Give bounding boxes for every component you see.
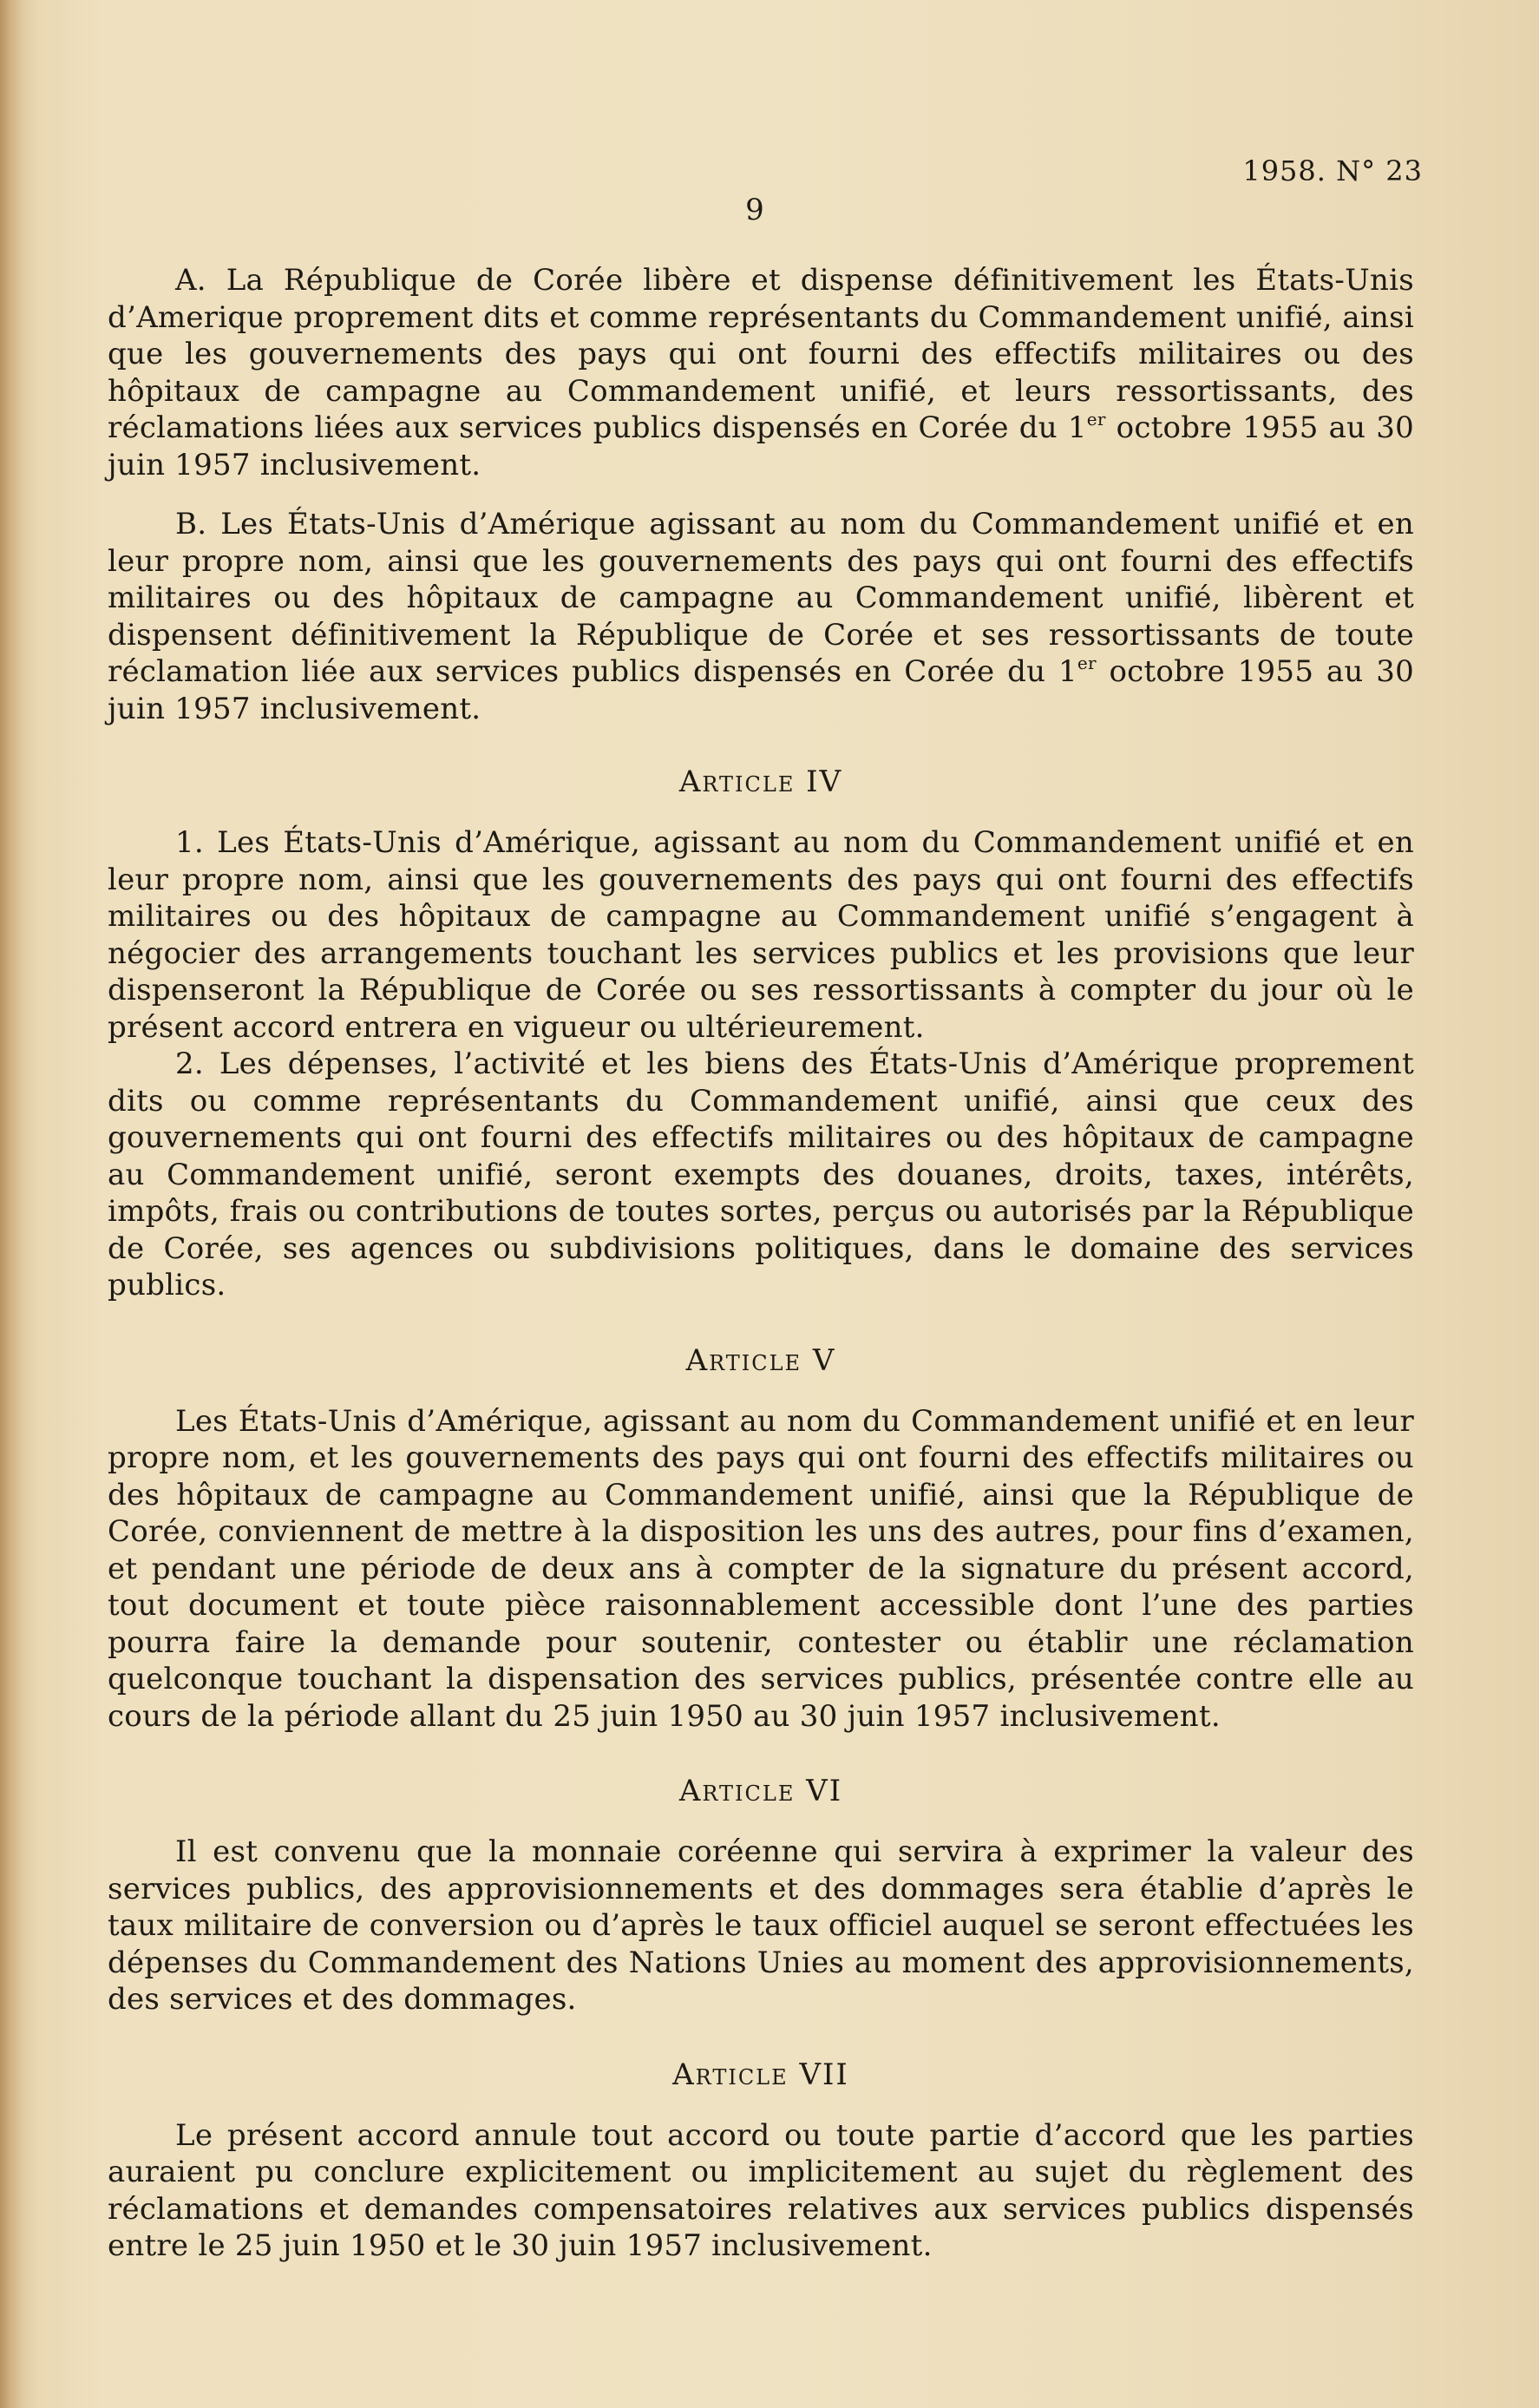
binding-shadow — [0, 0, 23, 2408]
article-iv-paragraph-1: 1. Les États-Unis d’Amérique, agissant au nom du Commandement unifié et en leur propre nom, ainsi que les gouvernements des pays qui ont fourni des effectifs militaires ou des hôpitaux de campagne au Commandement unifié s’engagent à négocier des arrangements touchant les services publics et les provisions que leur dispenseront la République de Corée ou ses ressortissants à compter du jour où le présent accord entrera en vigueur ou ultérieurement. — [108, 825, 1414, 1045]
article-iv-paragraph-2: 2. Les dépenses, l’activité et les biens des États-Unis d’Amérique proprement dits ou comme représentants du Commandement unifié, ainsi que ceux des gouvernements qui ont fourni des effectifs militaires ou des hôpitaux de campagne au Commandement unifié, seront exempts des douanes, droits, taxes, intérêts, impôts, frais ou contributions de toutes sortes, perçus ou autorisés par la République de Corée, ses agences ou subdivisions politiques, dans le domaine des services publics. — [108, 1047, 1414, 1302]
paragraph-b-text: B. Les États-Unis d’Amérique agissant au nom du Commandement unifié et en leur propre nom, ainsi que les gouvernements des pays qui ont fourni des effectifs militaires ou des hôpitaux de campagne au Commandement unifié, libèrent et dispensent définitivement la République de Corée et ses ressortissants de toute réclamation liée aux services publics dispensés en Corée du 1 — [108, 507, 1414, 689]
article-iv-heading: Article IV — [678, 764, 843, 799]
article-vii-paragraph: Le présent accord annule tout accord ou toute partie d’accord que les parties auraient pu conclure explicitement ou implicitement au sujet du règlement des réclamations et demandes compensatoires relatives aux services publics dispensés entre le 25 juin 1950 et le 30 juin 1957 inclusivement. — [108, 2117, 1414, 2263]
article-vii — [108, 2057, 1414, 2265]
intro-section — [108, 262, 1414, 727]
article-vi-heading: Article VI — [678, 1774, 843, 1808]
article-v-heading: Article V — [685, 1342, 836, 1378]
article-vii-heading: Article VII — [672, 2057, 849, 2092]
article-vi-paragraph: Il est convenu que la monnaie coréenne qui servira à exprimer la valeur des services publics, des approvisionnements et des dommages sera établie d’après le taux militaire de conversion ou d’après le taux officiel auquel se seront effectuées les dépenses du Commandement des Nations Unies au moment des approvisionnements, des services et des dommages. — [108, 1834, 1414, 2017]
paragraph-a-text: A. La République de Corée libère et dispense définitivement les États-Unis d’Amerique proprement dits et comme représentants du Commandement unifié, ainsi que les gouvernements des pays qui ont fourni des effectifs militaires ou des hôpitaux de campagne au Commandement unifié, et leurs ressortissants, des réclamations liées aux services publics dispensés en Corée du 1 — [108, 263, 1414, 445]
paragraph-a-end: octobre 1955 au 30 juin 1957 inclusivement. — [108, 410, 1414, 482]
paragraph-b-end: octobre 1955 au 30 juin 1957 inclusivement. — [108, 654, 1415, 726]
page-number: 9 — [745, 193, 764, 227]
article-iv — [108, 764, 1414, 1304]
paragraph-b — [108, 506, 1414, 727]
paragraph-a — [108, 262, 1414, 483]
article-v-paragraph: Les États-Unis d’Amérique, agissant au nom du Commandement unifié et en leur propre nom, et les gouvernements des pays qui ont fourni des effectifs militaires ou des hôpitaux de campagne au Commandement unifié, ainsi que la République de Corée, conviennent de mettre à la disposition les uns des autres, pour fins d’examen, et pendant une période de deux ans à compter de la signature du présent accord, tout document et toute pièce raisonnablement accessible dont l’une des parties pourra faire la demande pour soutenir, contester ou établir une réclamation quelconque touchant la dispensation des services publics, présentée contre elle au cours de la période allant du 25 juin 1950 au 30 juin 1957 inclusivement. — [108, 1403, 1414, 1734]
document-reference: 1958. N° 23 — [1242, 154, 1423, 187]
main-text — [108, 262, 1414, 2303]
article-vi — [108, 1773, 1414, 2018]
article-v — [108, 1342, 1414, 1735]
ordinal-superscript: er — [1086, 409, 1106, 430]
ordinal-superscript: er — [1077, 653, 1097, 673]
